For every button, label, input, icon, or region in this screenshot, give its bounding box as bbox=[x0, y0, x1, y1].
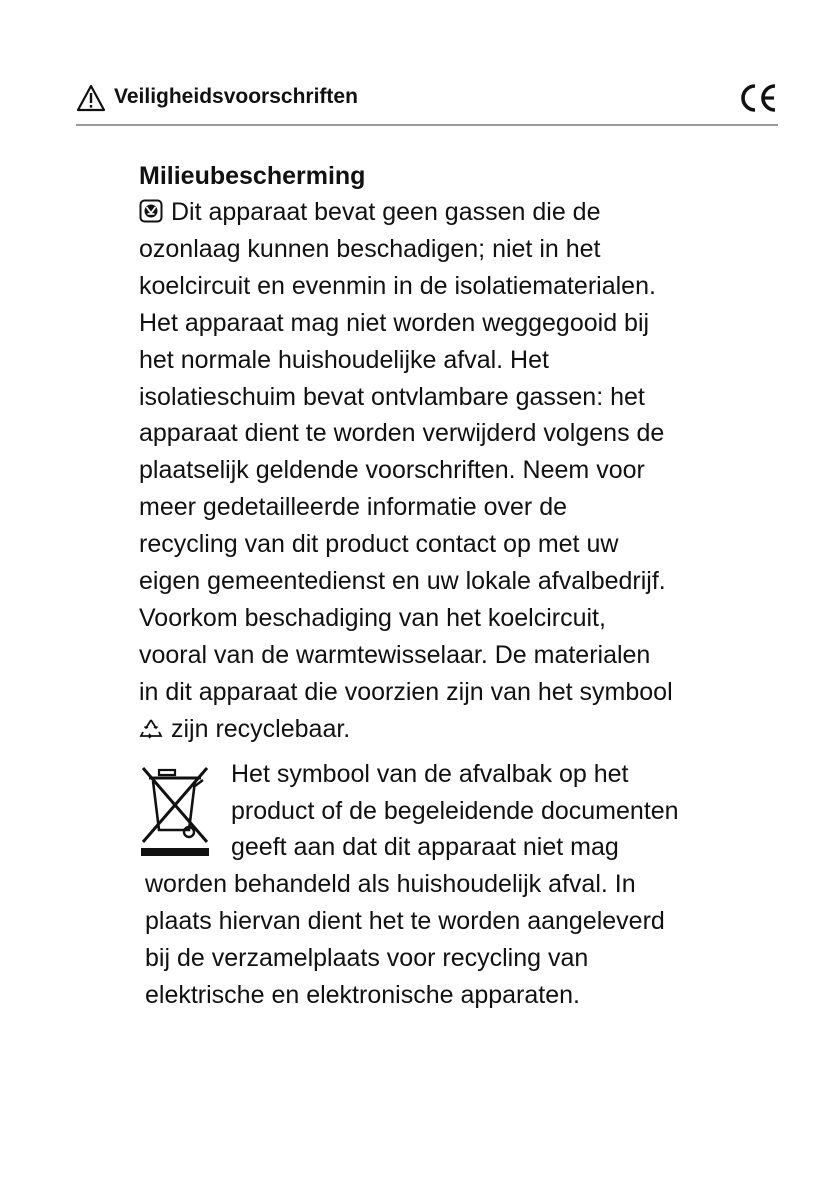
page-header bbox=[76, 78, 778, 126]
ozone-safe-icon bbox=[139, 199, 163, 223]
text-line: koelcircuit en evenmin in de isolatiematerialen. bbox=[139, 271, 656, 300]
warning-triangle-icon bbox=[76, 84, 106, 112]
text-line: bij de verzamelplaats voor recycling van bbox=[145, 944, 589, 973]
text-line: het normale huishoudelijke afval. Het bbox=[139, 345, 549, 374]
text-line: ozonlaag kunnen beschadigen; niet in het bbox=[139, 234, 601, 263]
text-line: plaatselijk geldende voorschriften. Neem voor bbox=[139, 456, 645, 485]
text-line: isolatieschuim bevat ontvlambare gassen: het bbox=[139, 382, 645, 411]
content bbox=[139, 158, 769, 1014]
text-line: elektrische en elektronische apparaten. bbox=[145, 981, 580, 1010]
crossed-out-wheelie-bin-icon bbox=[139, 764, 211, 860]
text-line: Het apparaat mag niet worden weggegooid bij bbox=[139, 308, 650, 337]
text-line: recycling van dit product contact op met uw bbox=[139, 530, 619, 559]
paragraph-environment bbox=[139, 194, 769, 748]
weee-text-full bbox=[139, 866, 769, 1014]
text-line: eigen gemeentedienst en uw lokale afvalbedrijf. bbox=[139, 567, 666, 596]
text-line: in dit apparaat die voorzien zijn van het symbool bbox=[139, 677, 673, 706]
section-title: Milieubescherming bbox=[139, 162, 366, 190]
text-line: vooral van de warmtewisselaar. De materialen bbox=[139, 640, 651, 669]
header-title: Veiligheidsvoorschriften bbox=[114, 85, 358, 108]
text-line: meer gedetailleerde informatie over de bbox=[139, 493, 568, 522]
text-line: geeft aan dat dit apparaat niet mag bbox=[231, 833, 619, 862]
recycle-icon bbox=[139, 718, 163, 740]
ce-mark-icon bbox=[736, 81, 778, 115]
weee-block bbox=[139, 756, 769, 1014]
text-line: Dit apparaat bevat geen gassen die de bbox=[139, 194, 769, 231]
text-line: Het symbool van de afvalbak op het bbox=[231, 759, 629, 788]
text-line: plaats hiervan dient het te worden aangeleverd bbox=[145, 907, 665, 936]
text-line: Voorkom beschadiging van het koelcircuit, bbox=[139, 603, 606, 632]
text-line: apparaat dient te worden verwijderd volgens de bbox=[139, 419, 665, 448]
text-line: worden behandeld als huishoudelijk afval. In bbox=[145, 870, 636, 899]
text-line: product of de begeleidende documenten bbox=[231, 796, 679, 825]
weee-text-indented bbox=[139, 756, 769, 867]
text-line: zijn recyclebaar. bbox=[139, 711, 769, 748]
